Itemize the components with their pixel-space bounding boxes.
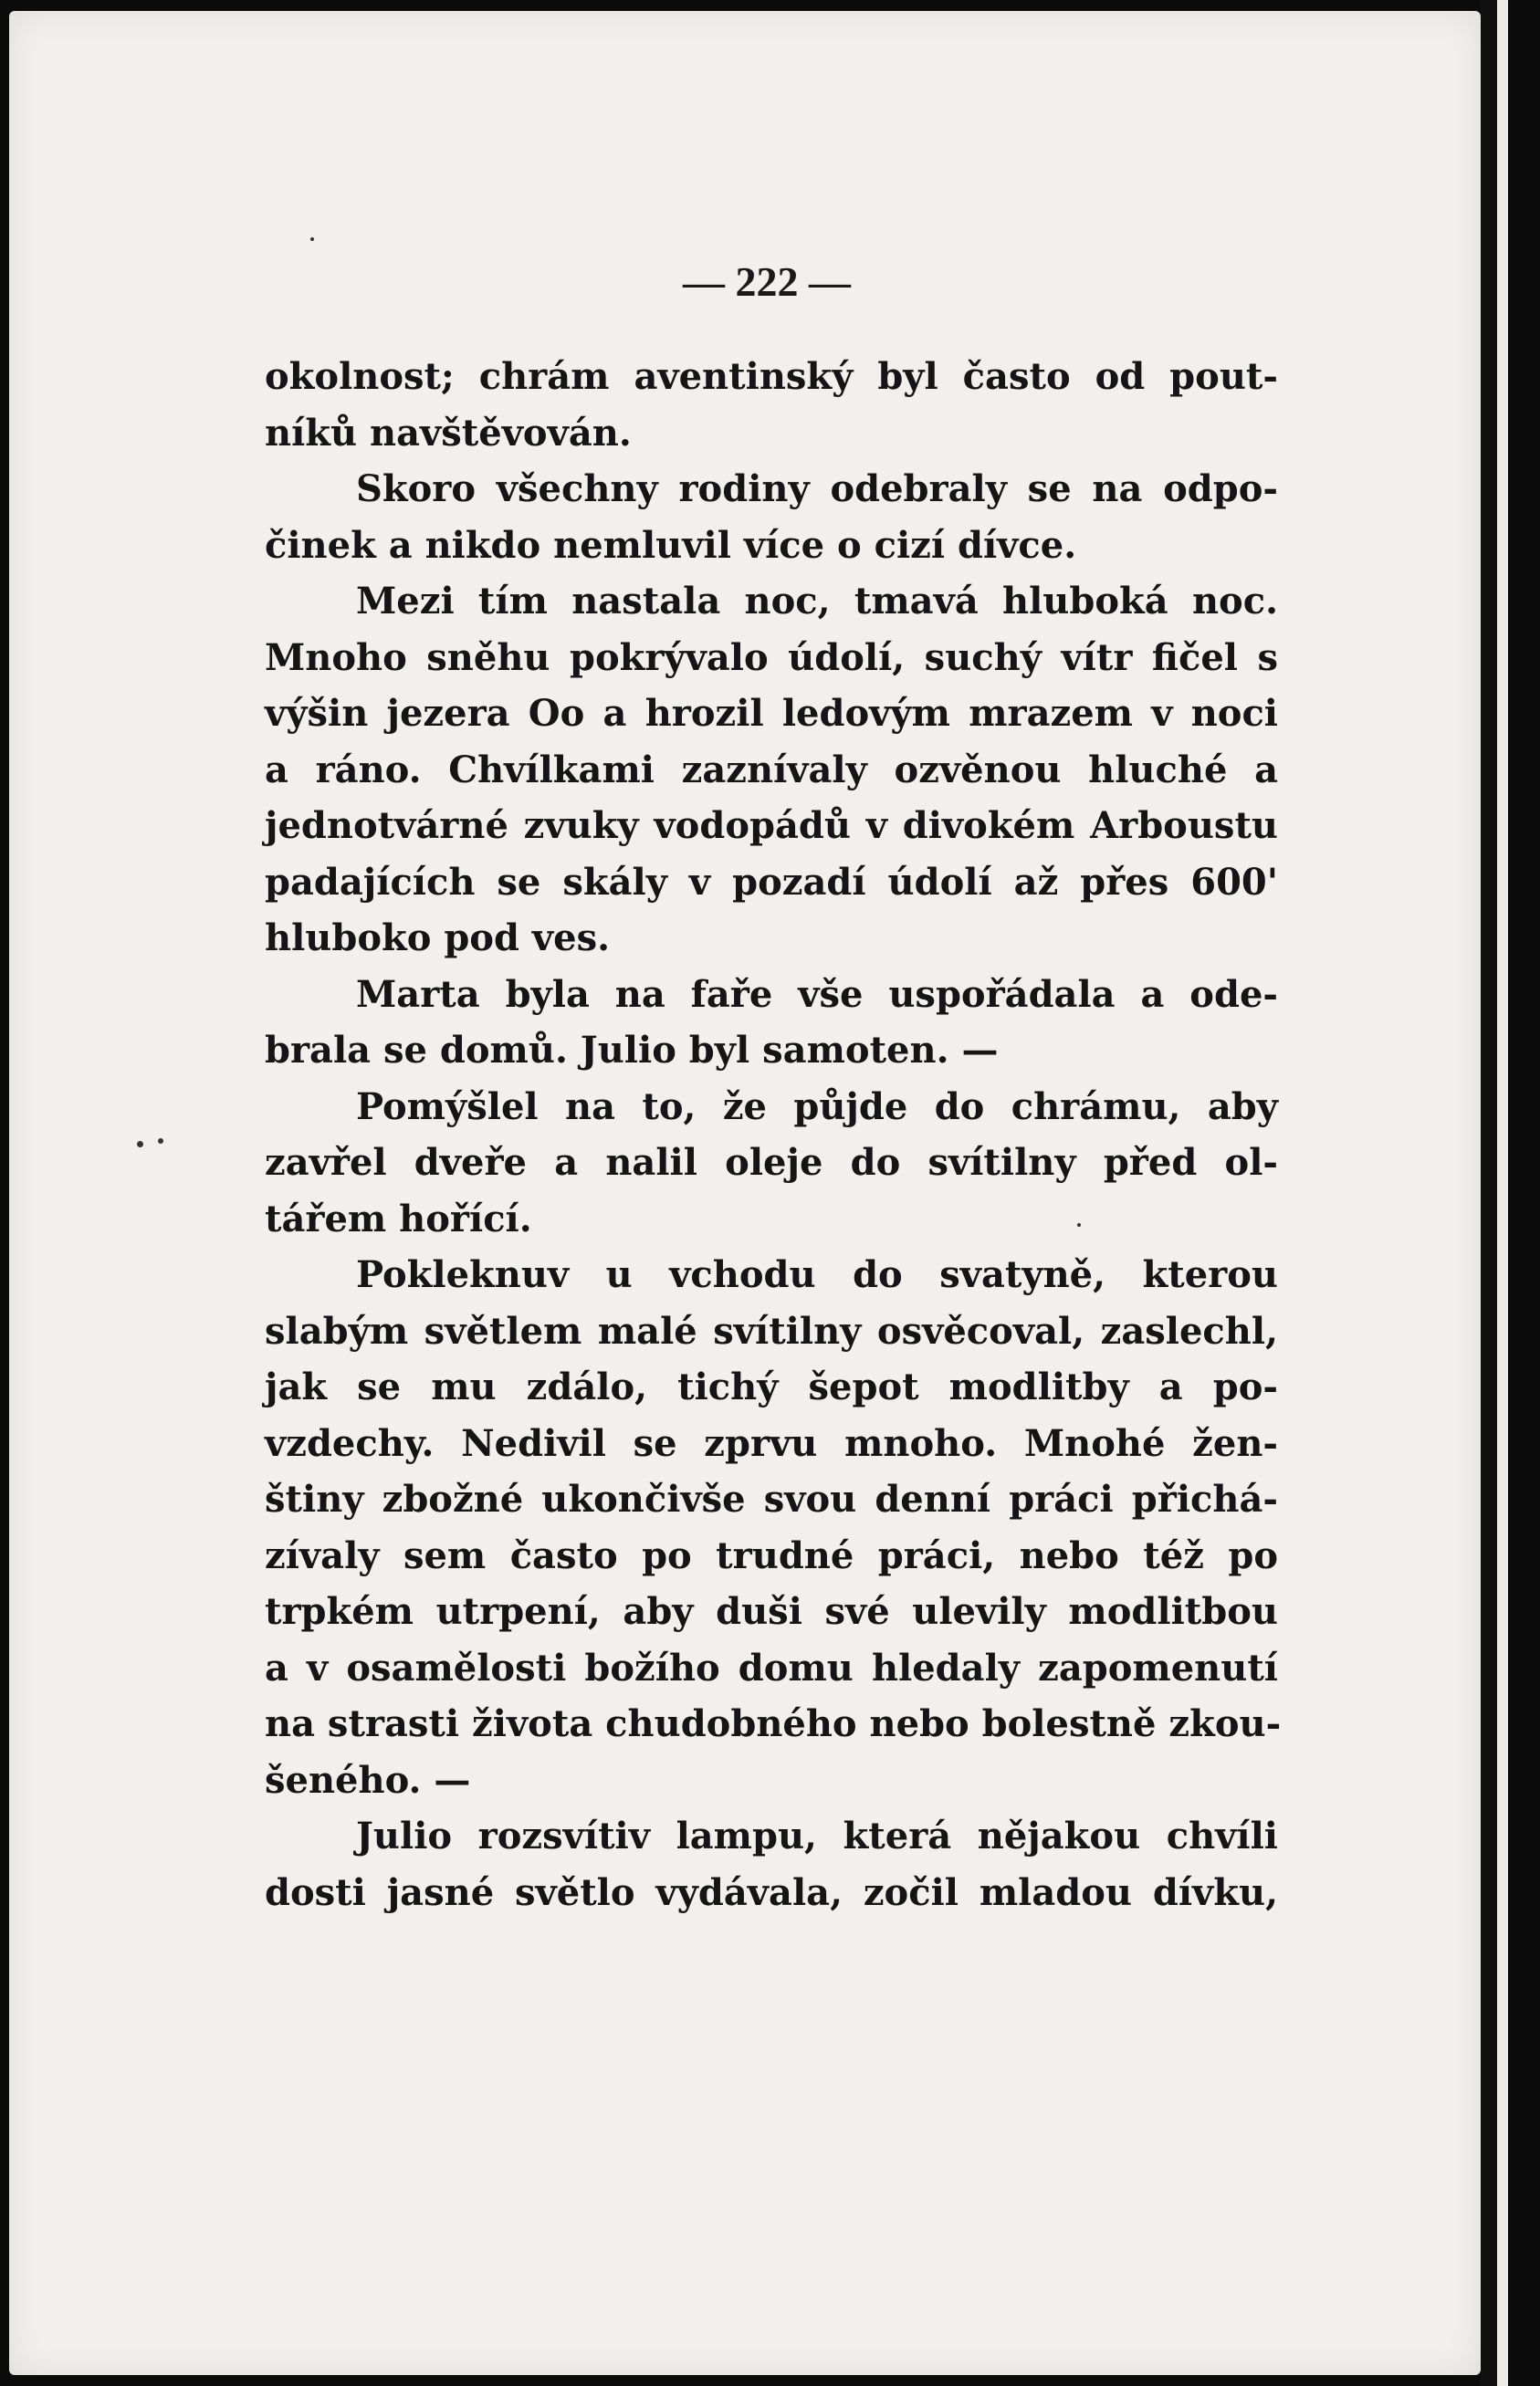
text-line: hluboko pod ves. — [265, 916, 611, 959]
text-line: na strasti života chudobného nebo bolestně zkou- — [265, 1702, 1282, 1745]
text-line: šeného. — — [265, 1758, 471, 1802]
text-line: a ráno. Chvílkami zaznívaly ozvěnou hluché a — [265, 748, 1278, 791]
text-line: jednotvárné zvuky vodopádů v divokém Arboustu — [265, 804, 1278, 847]
text-line: a v osamělosti božího domu hledaly zapomenutí — [265, 1646, 1278, 1690]
paper-speck — [1077, 1223, 1081, 1227]
text-line: vzdechy. Nedivil se zprvu mnoho. Mnohé žen- — [265, 1421, 1278, 1465]
text-line: Pokleknuv u vchodu do svatyně, kterou — [356, 1253, 1278, 1296]
text-line: trpkém utrpení, aby duši své ulevily modlitbou — [265, 1590, 1278, 1633]
page-gutter-shadow — [1481, 0, 1497, 2386]
paper-speck — [137, 1141, 143, 1147]
text-line: padajících se skály v pozadí údolí až přes 600' — [265, 860, 1278, 904]
text-line: výšin jezera Oo a hrozil ledovým mrazem v noci — [265, 692, 1278, 735]
text-line: Mezi tím nastala noc, tmavá hluboká noc. — [356, 580, 1278, 623]
text-line: jak se mu zdálo, tichý šepot modlitby a po- — [265, 1366, 1278, 1408]
page-number: — 222 — — [683, 258, 851, 305]
text-line: slabým světlem malé svítilny osvěcoval, zaslechl, — [265, 1309, 1278, 1353]
text-line: Julio rozsvítiv lampu, která nějakou chvíli — [356, 1815, 1278, 1858]
text-line: činek a nikdo nemluvil více o cizí dívce. — [265, 523, 1077, 567]
text-line: Mnoho sněhu pokrývalo údolí, suchý vítr fičel s — [265, 635, 1278, 679]
text-line: Pomýšlel na to, že půjde do chrámu, aby — [356, 1084, 1278, 1128]
text-line: zavřel dveře a nalil oleje do svítilny před ol- — [265, 1141, 1278, 1184]
adjacent-page-edge — [1497, 0, 1508, 2386]
page-body-text — [265, 349, 1282, 1920]
text-line: Marta byla na faře vše uspořádala a ode- — [356, 972, 1278, 1016]
text-line: štiny zbožné ukončivše svou denní práci přichá- — [265, 1478, 1278, 1521]
text-line: brala se domů. Julio byl samoten. — — [265, 1029, 999, 1072]
paper-speck — [158, 1138, 163, 1144]
text-line: dosti jasné světlo vydávala, zočil mladou dívku, — [265, 1870, 1278, 1914]
text-line: tářem hořící. — [265, 1197, 532, 1240]
paper-speck — [310, 237, 314, 241]
text-line: okolnost; chrám aventinský byl často od pout- — [265, 355, 1278, 398]
text-line: zívaly sem často po trudné práci, nebo též po — [265, 1533, 1278, 1577]
text-line: Skoro všechny rodiny odebraly se na odpo- — [356, 467, 1278, 510]
text-line: níků navštěvován. — [265, 411, 632, 455]
